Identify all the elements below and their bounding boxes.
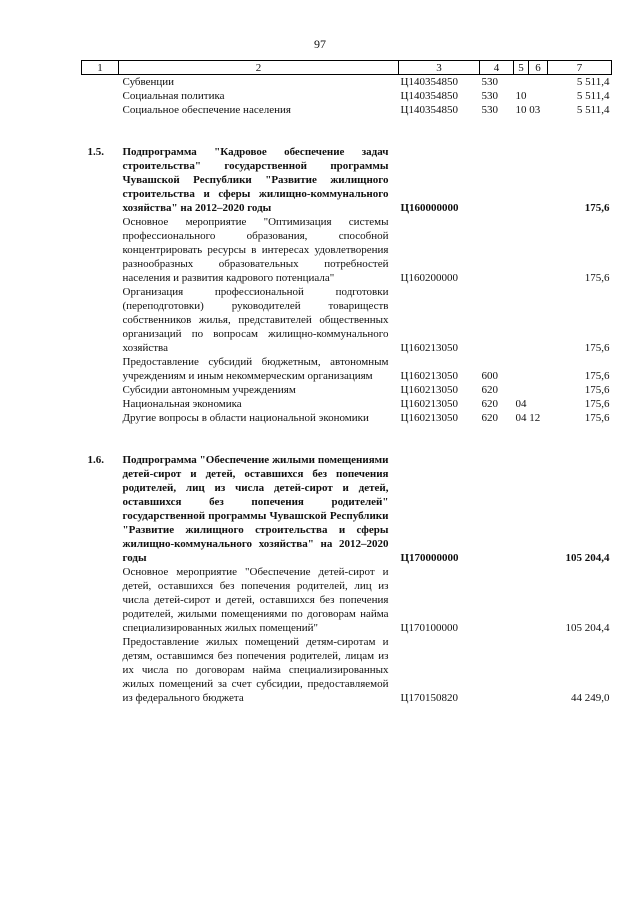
row-expense-type (480, 145, 514, 215)
table-row (82, 89, 612, 103)
row-code: Ц160213050 (400, 384, 458, 396)
column-header: 2 (119, 61, 399, 75)
row-number (82, 635, 119, 705)
column-header: 1 (82, 61, 119, 75)
row-name: Предоставление субсидий бюджетным, автономным учреждениям и иным некоммерческим организациям (122, 356, 389, 382)
row-code: Ц160213050 (400, 398, 458, 410)
row-expense-type: 530 (481, 90, 498, 102)
row-sum: 175,6 (584, 412, 610, 424)
row-expense-type: 620 (481, 398, 498, 410)
row-number (82, 565, 119, 635)
row-number (82, 355, 119, 383)
row-number (82, 285, 119, 355)
row-number (82, 75, 119, 90)
row-sum: 5 511,4 (576, 90, 610, 102)
table-row (82, 215, 612, 285)
row-name: Подпрограмма "Обеспечение жилыми помещениями детей-сирот и детей, оставшихся без попечения родителей, лиц из числа детей-сирот и детей, оставшихся без попечения родителей" государственной программы Чувашской Республики "Развитие жилищного строительства и сферы жилищно-коммунального хозяйства" на 2012–2020 годы (122, 454, 389, 564)
row-number (82, 89, 119, 103)
table-row (82, 397, 612, 411)
row-section (514, 145, 548, 215)
table-row (82, 411, 612, 425)
row-section (514, 383, 548, 397)
row-number (82, 383, 119, 397)
table-row (82, 453, 612, 565)
row-code: Ц160213050 (400, 342, 458, 354)
spacer-cell (82, 117, 612, 145)
row-sum: 5 511,4 (576, 76, 610, 88)
row-name: Предоставление жилых помещений детям-сиротам и детям, оставшимся без попечения родителей, лицам из их числа по договорам найма специализированных жилых помещений за счет субсидии, предоставляемой из федерального бюджета (122, 636, 389, 704)
row-name: Социальная политика (122, 90, 225, 102)
row-code: Ц160213050 (400, 412, 458, 424)
row-section: 10 (515, 90, 527, 102)
row-section: 04 12 (515, 412, 541, 424)
spacer-row (82, 117, 612, 145)
row-section (514, 215, 548, 285)
row-code: Ц170100000 (400, 622, 458, 634)
row-sum: 175,6 (584, 342, 610, 354)
table-row (82, 565, 612, 635)
row-name: Субвенции (122, 76, 175, 88)
row-expense-type (480, 453, 514, 565)
row-section: 10 03 (515, 104, 541, 116)
row-number (82, 103, 119, 117)
row-expense-type: 600 (481, 370, 498, 382)
row-section (514, 75, 548, 90)
row-code: Ц140354850 (400, 90, 458, 102)
row-code: Ц170150820 (400, 692, 458, 704)
table-row (82, 355, 612, 383)
row-name: Субсидии автономным учреждениям (122, 384, 296, 396)
row-sum: 175,6 (584, 272, 610, 284)
row-section: 04 (515, 398, 527, 410)
row-expense-type (480, 565, 514, 635)
row-expense-type: 530 (481, 104, 498, 116)
row-sum: 175,6 (584, 202, 610, 214)
row-sum: 175,6 (584, 370, 610, 382)
row-number: 1.5. (87, 146, 104, 158)
row-sum: 44 249,0 (571, 692, 610, 704)
row-number (82, 411, 119, 425)
row-section (514, 635, 548, 705)
table-row (82, 145, 612, 215)
spacer-row (82, 425, 612, 453)
row-number (82, 397, 119, 411)
row-code: Ц160213050 (400, 370, 458, 382)
row-code: Ц160200000 (400, 272, 458, 284)
row-name: Подпрограмма "Кадровое обеспечение задач строительства" государственной программы Чувашской Республики "Развитие жилищного строительства и сферы жилищно-коммунального хозяйства" на 2012–2020 годы (122, 146, 389, 214)
row-code: Ц160000000 (400, 202, 459, 214)
row-code: Ц140354850 (400, 76, 458, 88)
row-expense-type: 530 (481, 76, 498, 88)
row-section (514, 453, 548, 565)
row-expense-type (480, 215, 514, 285)
row-sum: 105 204,4 (565, 622, 610, 634)
table-body (82, 75, 612, 706)
row-code: Ц170000000 (400, 552, 459, 564)
row-sum: 175,6 (584, 398, 610, 410)
row-section (514, 285, 548, 355)
row-code: Ц140354850 (400, 104, 458, 116)
row-number (82, 215, 119, 285)
row-expense-type: 620 (481, 384, 498, 396)
row-name: Организация профессиональной подготовки (переподготовки) руководителей товариществ собственников жилья, представителей общественных организаций по вопросам жилищно-коммунального хозяйства (122, 286, 389, 354)
row-sum: 5 511,4 (576, 104, 610, 116)
column-header: 6 (529, 61, 548, 75)
column-header: 3 (399, 61, 480, 75)
column-header: 5 (514, 61, 529, 75)
table-row (82, 75, 612, 90)
row-sum: 175,6 (584, 384, 610, 396)
row-name: Социальное обеспечение населения (122, 104, 291, 116)
column-header-row (82, 61, 612, 75)
table-row (82, 635, 612, 705)
budget-table (81, 60, 612, 705)
row-section (514, 355, 548, 383)
column-header: 4 (480, 61, 514, 75)
row-name: Национальная экономика (122, 398, 242, 410)
table-row (82, 383, 612, 397)
row-section (514, 565, 548, 635)
row-expense-type (480, 285, 514, 355)
row-expense-type: 620 (481, 412, 498, 424)
table-row (82, 103, 612, 117)
page-number: 97 (314, 37, 326, 51)
column-header: 7 (548, 61, 612, 75)
row-name: Основное мероприятие "Оптимизация системы профессионального образования, способной концентрировать ресурсы в интересах удовлетворения разнообразных образовательных потребностей населения и развития кадрового потенциала" (122, 216, 389, 284)
table-row (82, 285, 612, 355)
row-name: Другие вопросы в области национальной экономики (122, 412, 369, 424)
row-number: 1.6. (87, 454, 104, 466)
row-name: Основное мероприятие "Обеспечение детей-сирот и детей, оставшихся без попечения родителей, лиц из числа детей-сирот и детей, оставшихся без попечения родителей, жилыми помещениями по договорам найма специализированных жилых помещений" (122, 566, 389, 634)
row-sum: 105 204,4 (565, 552, 610, 564)
row-expense-type (480, 635, 514, 705)
spacer-cell (82, 425, 612, 453)
